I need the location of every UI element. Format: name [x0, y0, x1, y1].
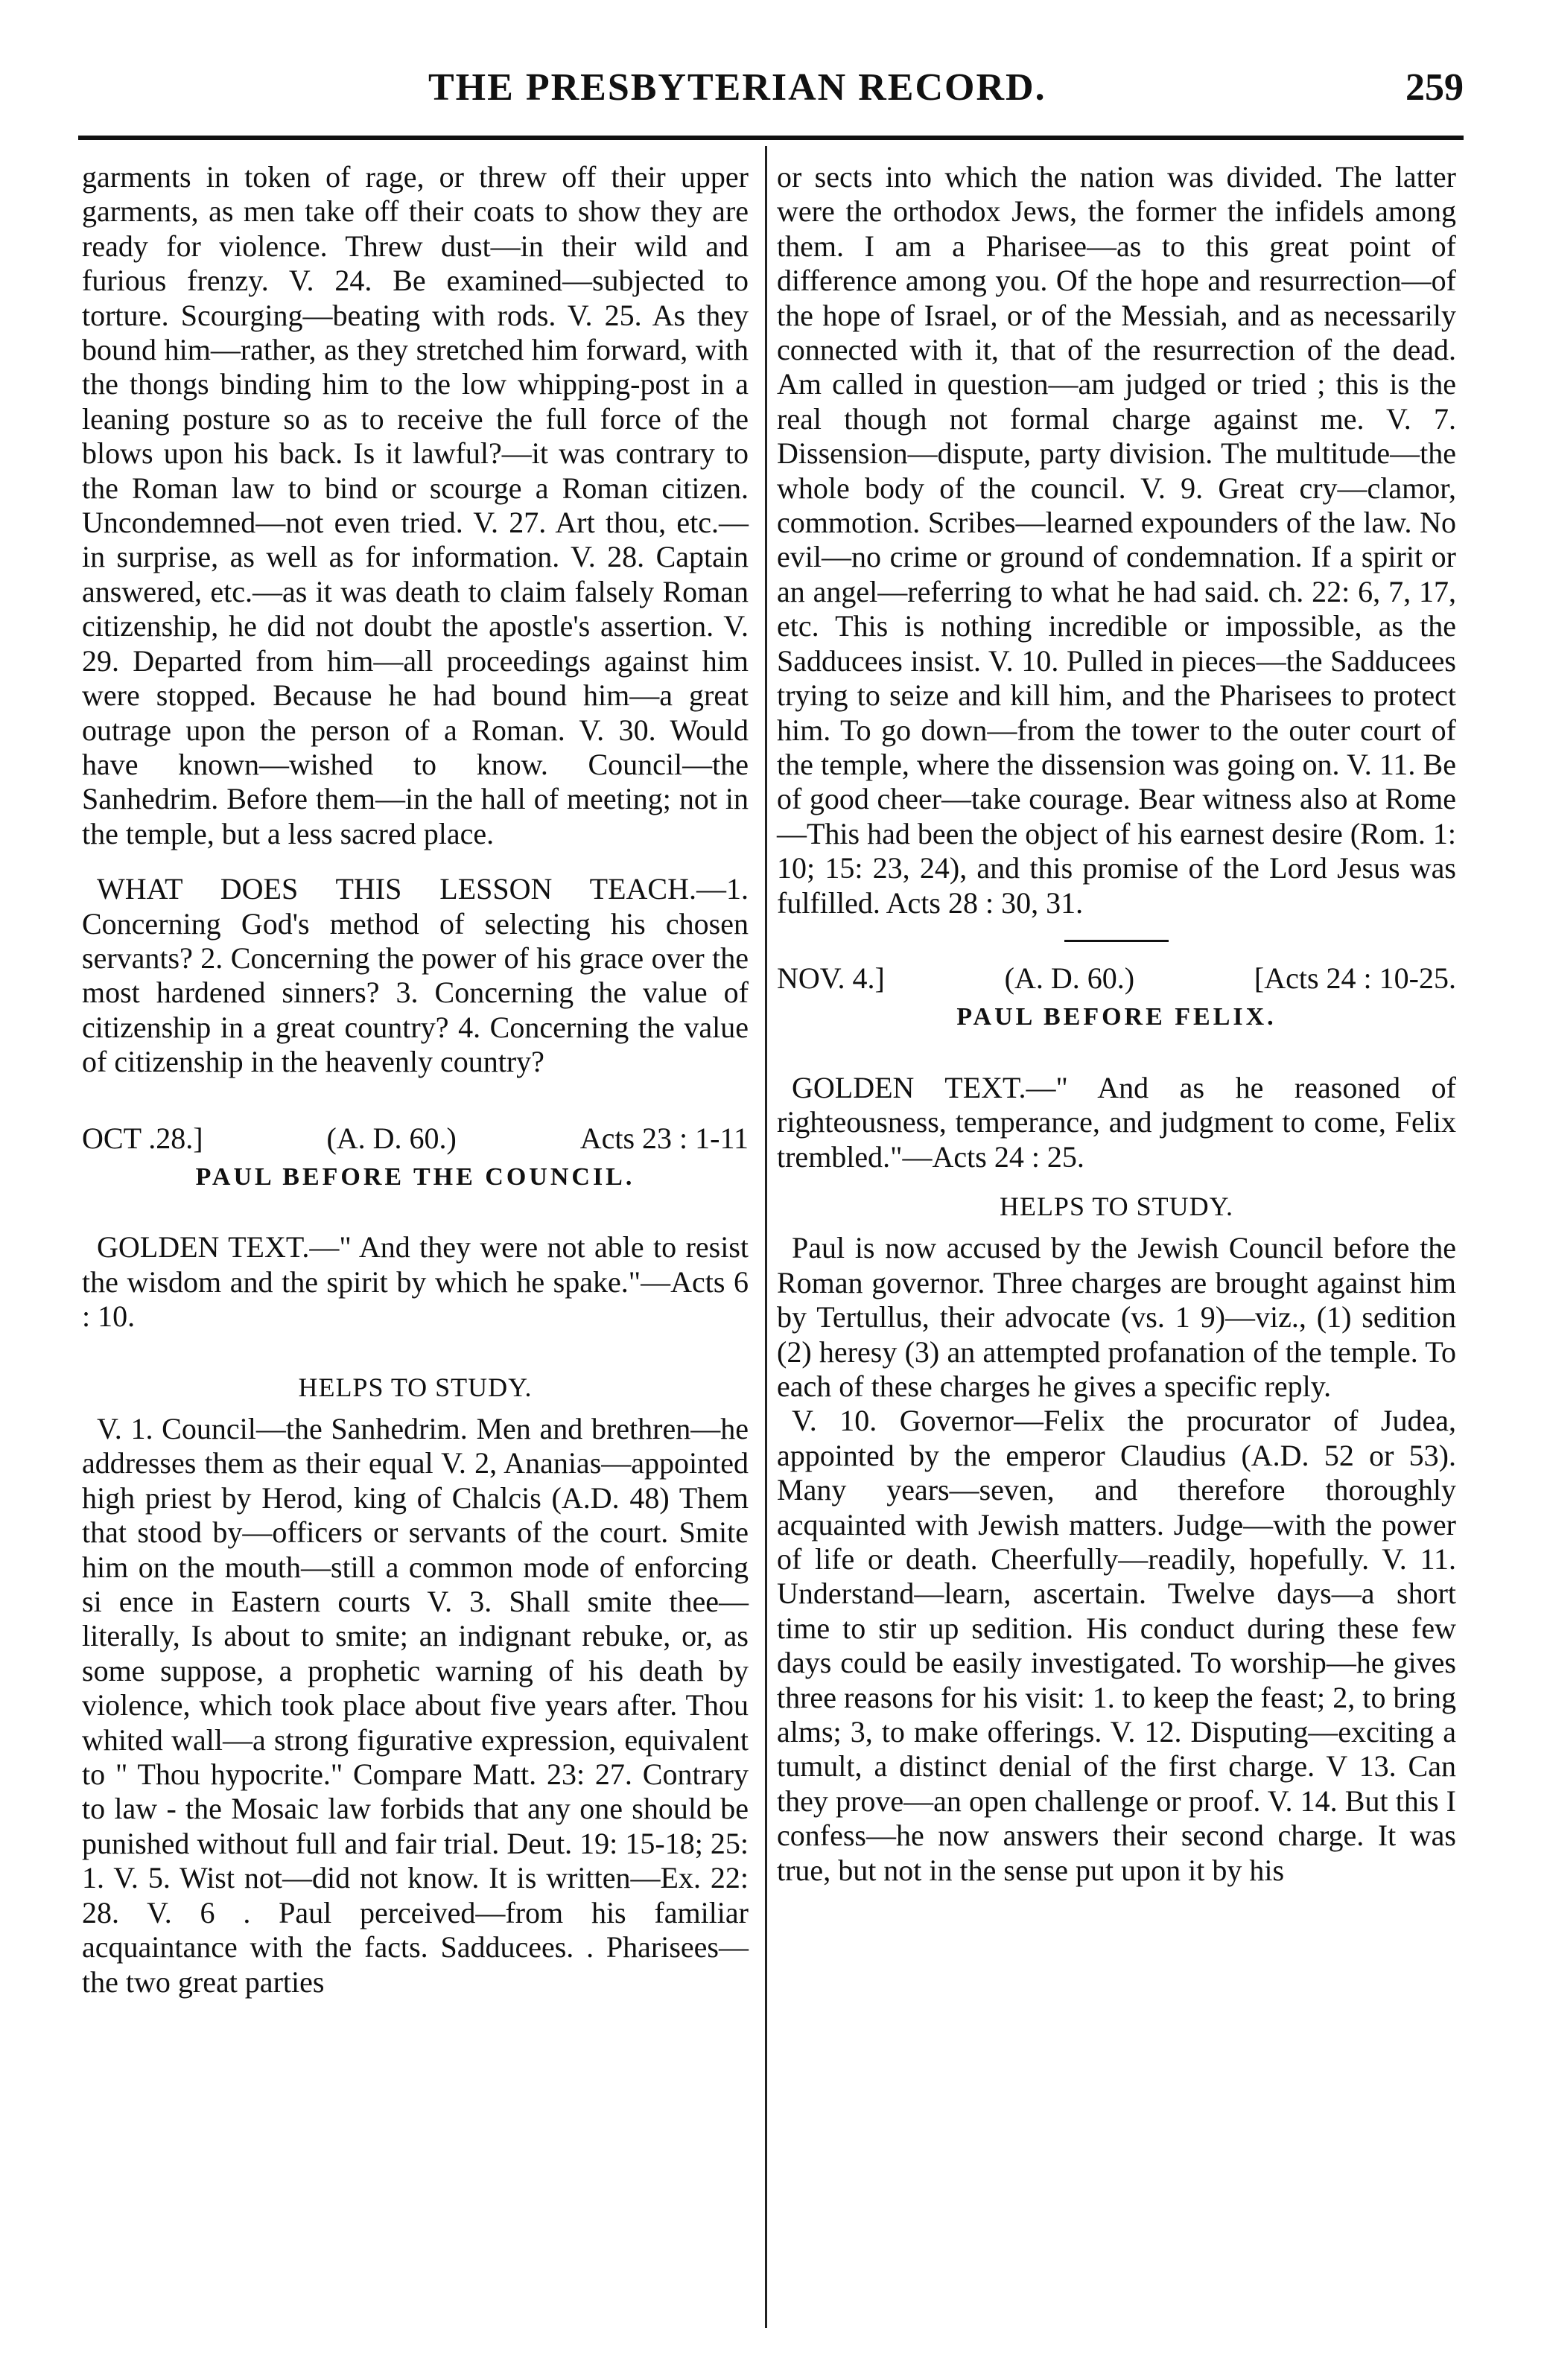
- header-rule: [78, 136, 1464, 140]
- lesson-reference: Acts 23 : 1-11: [579, 1121, 749, 1155]
- commentary-paragraph: garments in token of rage, or threw off their upper garments, as men take off their coats to show they are ready for violence. Threw dust—in their wild and furious frenzy. V. 24. Be examined—subjected to torture. Scourging—beating with rods. V. 25. As they bound him—rather, as they stretched him forward, with the thongs binding him to the low whipping-post in a leaning posture so as to receive the full force of the blows upon his back. Is it lawful?—it was contrary to the Roman law to bind or scourge a Roman citizen. Uncondemned—not even tried. V. 27. Art thou, etc.—in surprise, as well as for information. V. 28. Captain answered, etc.—as it was death to claim falsely Roman citizenship, he did not doubt the apostle's assertion. V. 29. Departed from him—all proceedings against him were stopped. Because he had bound him—a great outrage upon the person of a Roman. V. 30. Would have known—wished to know. Council—the Sanhedrim. Before them—in the hall of meeting; not in the temple, but a less sacred place.: [82, 160, 749, 850]
- helps-intro: Paul is now accused by the Jewish Council before the Roman governor. Three charges are brought against him by Tertullus, their advocate (vs. 1 9)—viz., (1) sedition (2) heresy (3) an attempted profanation of the temple. To each of these charges he gives a specific reply.: [777, 1231, 1456, 1403]
- lesson-teach-paragraph: WHAT DOES THIS LESSON TEACH.—1. Concerning God's method of selecting his chosen servants? 2. Concerning the power of his grace over the most hardened sinners? 3. Concerning the value of citizenship in a great country? 4. Concerning the value of citizenship in the heavenly country?: [82, 872, 749, 1079]
- lesson-date: OCT .28.]: [82, 1121, 203, 1155]
- lesson-info-line: [82, 1121, 749, 1156]
- lesson-info-line: [777, 961, 1456, 996]
- lesson-reference: [Acts 24 : 10-25.: [1254, 961, 1456, 995]
- commentary-paragraph: or sects into which the nation was divided. The latter were the orthodox Jews, the former the infidels among them. I am a Pharisee—as to this great point of difference among you. Of the hope and resurrection—of the hope of Israel, or of the Messiah, and as necessarily connected with it, that of the resurrection of the dead. Am called in question—am judged or tried ; this is the real though not formal charge against me. V. 7. Dissension—dispute, party division. The multitude—the whole body of the council. V. 9. Great cry—clamor, commotion. Scribes—learned expounders of the law. No evil—no crime or ground of condemnation. If a spirit or an angel—referring to what he had said. ch. 22: 6, 7, 17, etc. This is nothing incredible or impossible, as the Sadducees insist. V. 10. Pulled in pieces—the Sadducees trying to seize and kill him, and the Pharisees to protect him. To go down—from the tower to the outer court of the temple, where the dissension was going on. V. 11. Be of good cheer—take courage. Bear witness also at Rome—This had been the object of his earnest desire (Rom. 1: 10; 15: 23, 24), and this promise of the Lord Jesus was fulfilled. Acts 28 : 30, 31.: [777, 160, 1456, 920]
- helps-text: V. 10. Governor—Felix the procurator of Judea, appointed by the emperor Claudius (A.D. 52 or 53). Many years—seven, and therefore thoroughly acquainted with Jewish matters. Judge—with the power of life or death. Cheerfully—readily, hopefully. V. 11. Understand—learn, ascertain. Twelve days—a short time to stir up sedition. His conduct during these few days could be easily investigated. To worship—he gives three reasons for his visit: 1. to keep the feast; 2, to bring alms; 3, to make offerings. V. 12. Disputing—exciting a tumult, a distinct denial of the first charge. V 13. Can they prove—an open challenge or proof. V. 14. But this I confess—he now answers their second charge. It was true, but not in the sense put upon it by his: [777, 1404, 1456, 1887]
- page-header: [78, 66, 1464, 118]
- page-number: 259: [1405, 66, 1464, 109]
- golden-text: GOLDEN TEXT.—" And they were not able to resist the wisdom and the spirit by which he spake."—Acts 6 : 10.: [82, 1230, 749, 1334]
- publication-title: THE PRESBYTERIAN RECORD.: [428, 66, 1046, 109]
- golden-text: GOLDEN TEXT.—" And as he reasoned of righteousness, temperance, and judgment to come, Felix trembled."—Acts 24 : 25.: [777, 1070, 1456, 1174]
- section-rule: [1064, 940, 1169, 942]
- column-divider: [765, 146, 767, 2328]
- helps-heading: HELPS TO STUDY.: [298, 1372, 533, 1402]
- lesson-year: (A. D. 60.): [1004, 961, 1135, 995]
- lesson-year: (A. D. 60.): [326, 1121, 457, 1155]
- lesson-date: NOV. 4.]: [777, 961, 885, 995]
- lesson-title: PAUL BEFORE THE COUNCIL.: [195, 1162, 635, 1191]
- right-column: [777, 160, 1456, 1888]
- helps-heading: HELPS TO STUDY.: [999, 1191, 1234, 1221]
- left-column: [82, 160, 749, 1999]
- helps-text: V. 1. Council—the Sanhedrim. Men and brethren—he addresses them as their equal V. 2, Ananias—appointed high priest by Herod, king of Chalcis (A.D. 48) Them that stood by—officers or servants of the court. Smite him on the mouth—still a common mode of enforcing si ence in Eastern courts V. 3. Shall smite thee—literally, Is about to smite; an indignant rebuke, or, as some suppose, a prophetic warning of his death by violence, which took place about five years after. Thou whited wall—a strong figurative expression, equivalent to " Thou hypocrite." Compare Matt. 23: 27. Contrary to law - the Mosaic law forbids that any one should be punished without full and fair trial. Deut. 19: 15-18; 25: 1. V. 5. Wist not—did not know. It is written—Ex. 22: 28. V. 6 . Paul perceived—from his familiar acquaintance with the facts. Sadducees. . Pharisees—the two great parties: [82, 1412, 749, 1999]
- lesson-title: PAUL BEFORE FELIX.: [956, 1003, 1277, 1031]
